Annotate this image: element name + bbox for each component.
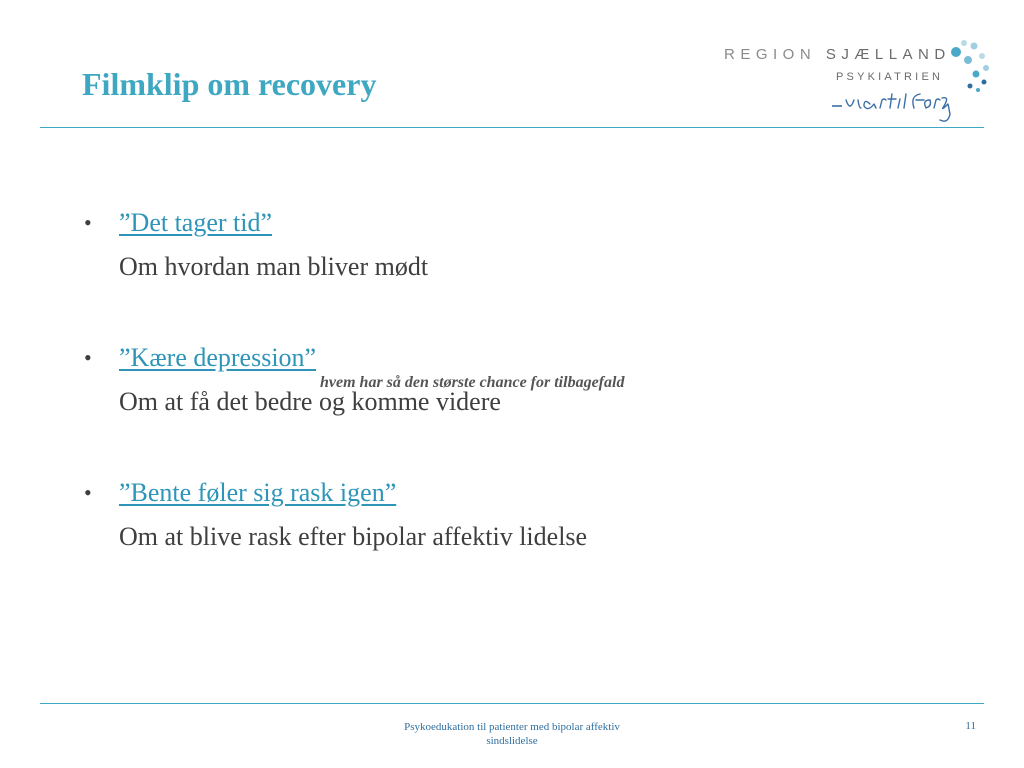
bullet: • <box>84 480 92 505</box>
footer-line-2: sindslidelse <box>486 735 538 747</box>
logo-region-word: REGION <box>724 46 817 63</box>
footer-divider <box>40 703 984 704</box>
slide-title: Filmklip om recovery <box>82 66 377 102</box>
video-link-kaere-depression[interactable]: ”Kære depression” <box>119 343 317 372</box>
logo-tagline-signature <box>830 90 960 126</box>
title-divider <box>40 127 984 128</box>
video-link-bente-foeler-sig-rask[interactable]: ”Bente føler sig rask igen” <box>119 478 397 507</box>
logo-region-name: SJÆLLAND <box>825 46 951 63</box>
video-link-det-tager-tid[interactable]: ”Det tager tid” <box>119 208 273 237</box>
bullet: • <box>84 345 92 370</box>
video-description: Om at få det bedre og komme videre <box>119 387 501 416</box>
footer-caption <box>362 720 662 748</box>
logo-dots-icon <box>946 38 990 94</box>
overlay-caption: hvem har så den største chance for tilbagefald <box>320 374 625 391</box>
video-description: Om hvordan man bliver mødt <box>119 252 429 281</box>
video-description: Om at blive rask efter bipolar affektiv lidelse <box>119 522 588 551</box>
page-number: 11 <box>965 720 976 732</box>
region-sjaelland-logo <box>720 34 990 130</box>
bullet: • <box>84 210 92 235</box>
footer-line-1: Psykoedukation til patienter med bipolar affektiv <box>404 721 620 733</box>
logo-subtitle: PSYKIATRIEN <box>836 71 944 83</box>
